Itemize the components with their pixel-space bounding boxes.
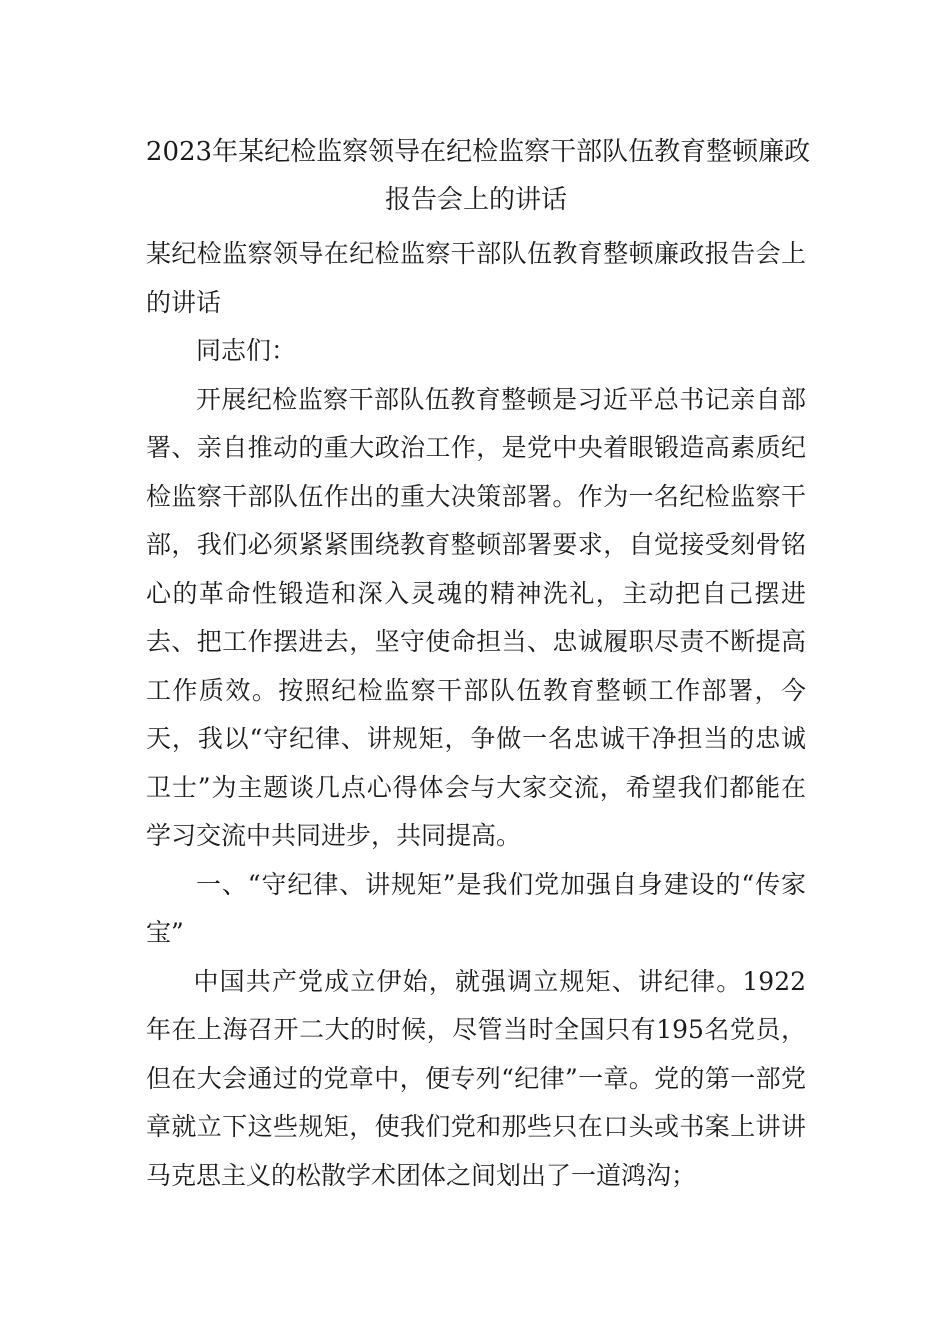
section-heading-1: 一、“守纪律、讲规矩”是我们党加强自身建设的“传家宝”	[146, 869, 806, 947]
paragraph-history: 中国共产党成立伊始，就强调立规矩、讲纪律。1922年在上海召开二大的时候，尽管当时全国只有195名党员，但在大会通过的党章中，便专列“纪律”一章。党的第一部党章就立下这些规矩，使我们党和那些只在口头或书案上讲讲马克思主义的松散学术团体之间划出了一道鸿沟；	[146, 966, 806, 1190]
document-body	[145, 128, 811, 1200]
title-line-1: 2023年某纪检监察领导在纪检监察干部队伍教育整顿廉政	[145, 137, 811, 167]
document-title	[145, 128, 811, 224]
document-subtitle: 某纪检监察领导在纪检监察干部队伍教育整顿廉政报告会上的讲话	[146, 239, 806, 317]
paragraph-intro: 开展纪检监察干部队伍教育整顿是习近平总书记亲自部署、亲自推动的重大政治工作，是党中央着眼锻造高素质纪检监察干部队伍作出的重大决策部署。作为一名纪检监察干部，我们必须紧紧围绕教育整顿部署要求，自觉接受刻骨铭心的革命性锻造和深入灵魂的精神洗礼，主动把自己摆进去、把工作摆进去，坚守使命担当、忠诚履职尽责不断提高工作质效。按照纪检监察干部队伍教育整顿工作部署，今天，我以“守纪律、讲规矩，争做一名忠诚干净担当的忠诚卫士”为主题谈几点心得体会与大家交流，希望我们都能在学习交流中共同进步，共同提高。	[146, 384, 806, 850]
title-line-2: 报告会上的讲话	[384, 185, 567, 215]
greeting: 同志们：	[196, 336, 297, 365]
